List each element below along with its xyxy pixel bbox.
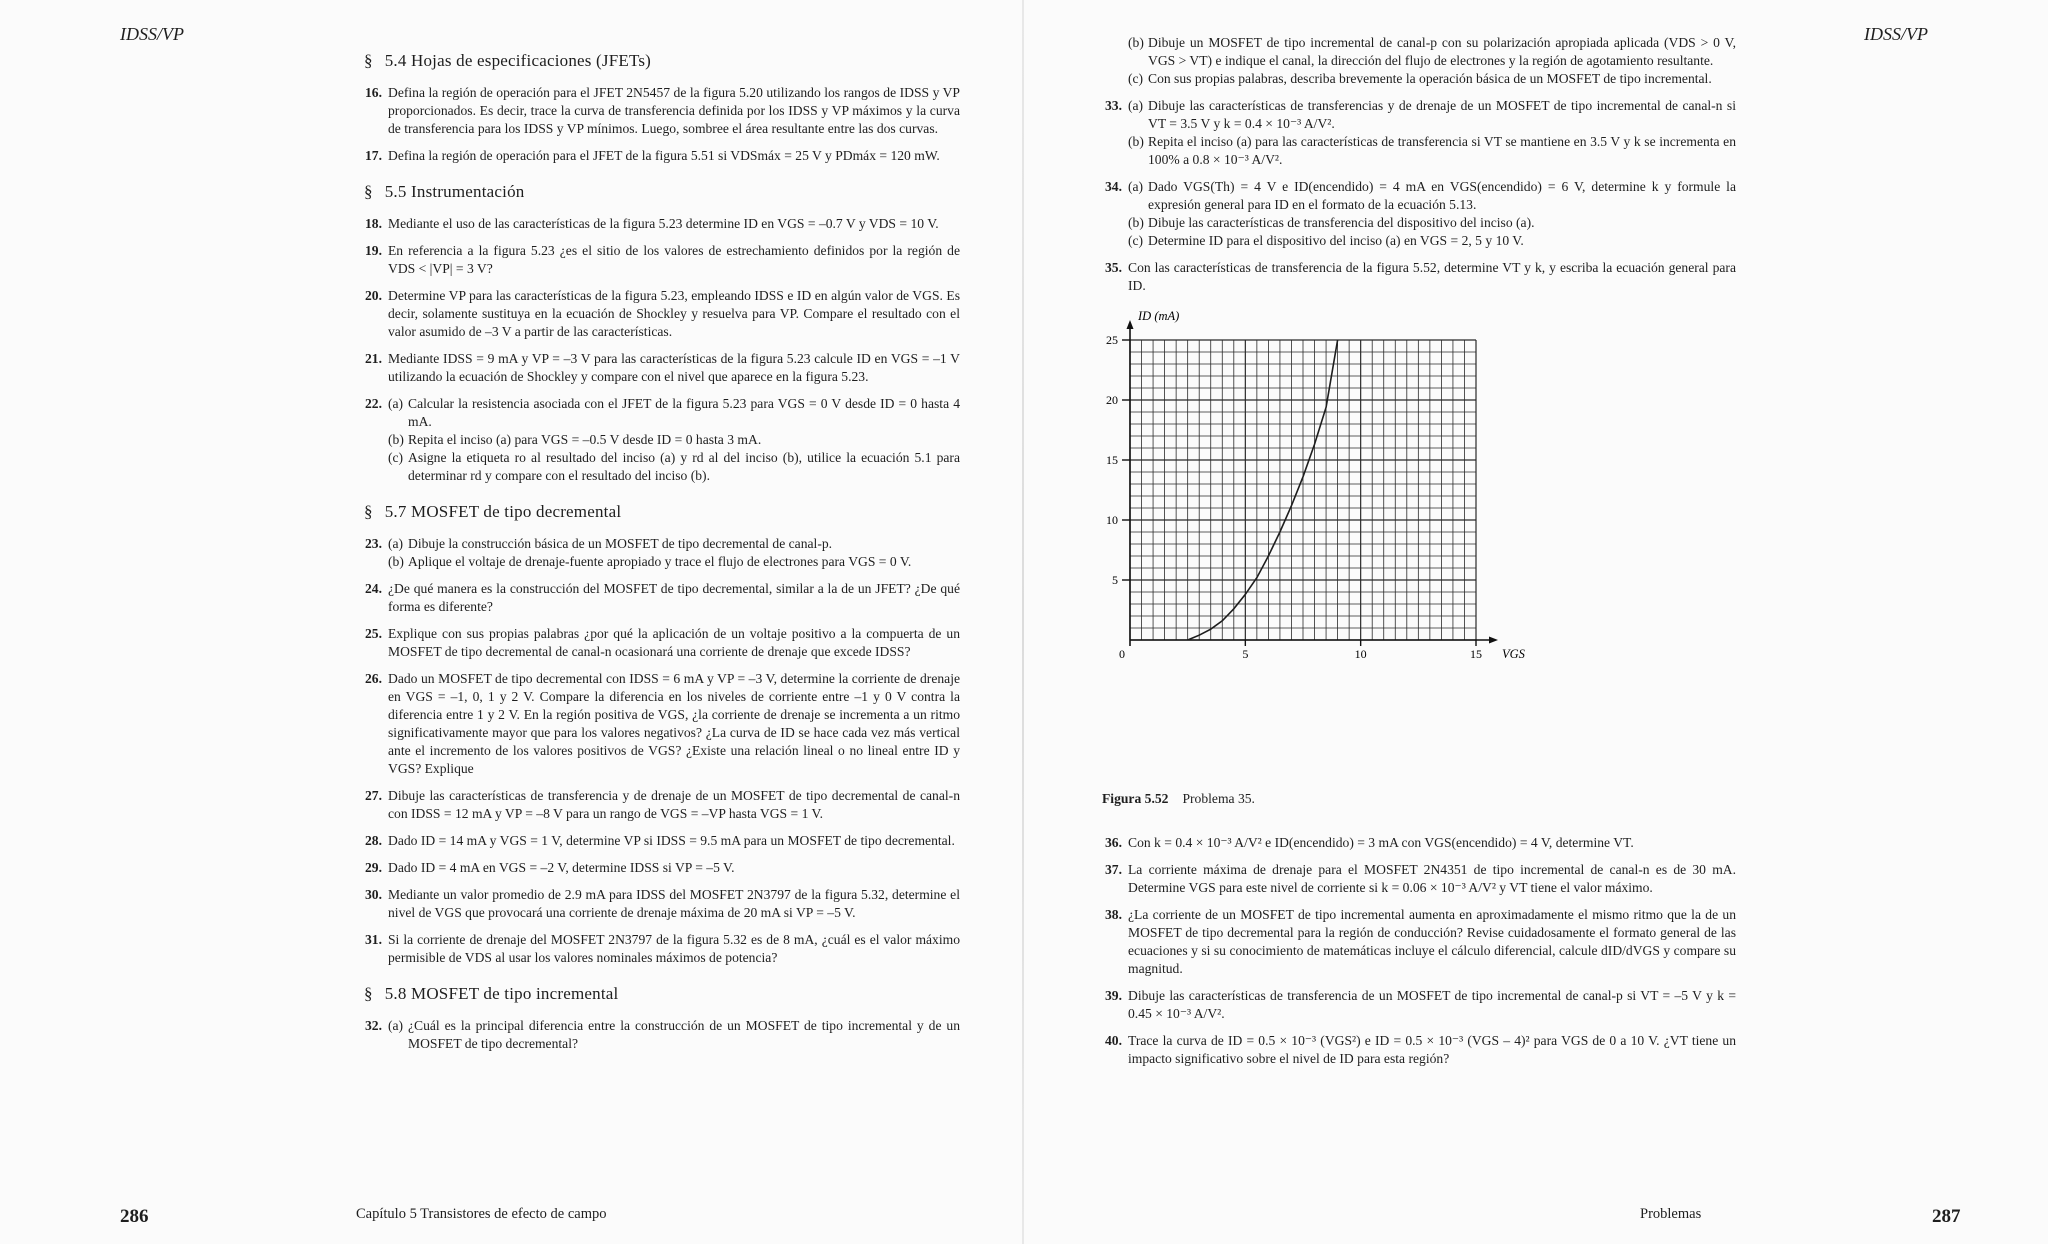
problem xyxy=(356,670,960,778)
problem xyxy=(1096,1032,1736,1068)
problem-number: 28. xyxy=(365,833,382,848)
problem-body: Mediante un valor promedio de 2.9 mA para IDSS del MOSFET 2N3797 de la figura 5.32, determine el nivel de VGS que provocará una corriente de drenaje máxima de 20 mA si VP = –5 V. xyxy=(388,887,960,920)
problems-top xyxy=(1096,34,1736,295)
problem-part xyxy=(1128,232,1736,250)
part-label: (a) xyxy=(388,1018,404,1033)
problem-number: 26. xyxy=(365,671,382,686)
footer-left: Capítulo 5 Transistores de efecto de campo xyxy=(356,1206,607,1222)
part-text: Repita el inciso (a) para VGS = –0.5 V desde ID = 0 hasta 3 mA. xyxy=(408,432,762,447)
problem-body: Dibuje las características de transferencia y de drenaje de un MOSFET de tipo decremental de canal-n con IDSS = 12 mA y VP = –8 V para un rango de VGS = –VP hasta VGS = 1 V. xyxy=(388,788,960,821)
y-tick-label: 5 xyxy=(1112,573,1118,587)
x-axis-label: VGS xyxy=(1502,647,1525,661)
figure-caption-label: Figura 5.52 xyxy=(1102,791,1169,806)
problem xyxy=(1096,178,1736,250)
problem-part xyxy=(1128,178,1736,214)
footer-right: Problemas xyxy=(1640,1206,1702,1222)
y-tick-label: 25 xyxy=(1106,333,1118,347)
section-symbol: § xyxy=(364,182,373,201)
part-label: (a) xyxy=(388,536,404,551)
y-tick-label: 10 xyxy=(1106,513,1118,527)
problem-number: 20. xyxy=(365,288,382,303)
problem-body: Dado un MOSFET de tipo decremental con IDSS = 6 mA y VP = –3 V, determine la corriente de drenaje en VGS = –1, 0, 1 y 2 V. Compare la diferencia en los niveles de corriente entre –1 y 0 V contra la diferencia entre 1 y 2 V. En la región positiva de VGS, ¿la corriente de drenaje se incrementa a un ritmo significativamente mayor que para los valores negativos? ¿La curva de ID se hace cada vez más vertical ante el incremento de los valores positivos de VGS? ¿Existe una relación lineal o no lineal entre ID y VGS? Explique xyxy=(388,671,960,776)
problem-body xyxy=(388,395,960,485)
part-label: (c) xyxy=(1128,71,1144,86)
problem xyxy=(356,84,960,138)
part-text: Dibuje un MOSFET de tipo incremental de canal-p con su polarización apropiada aplicada (VDS > 0 V, VGS > VT) e indique el canal, la dirección del flujo de electrones y la región de agotamiento resultante. xyxy=(1148,35,1736,68)
problem-number: 21. xyxy=(365,351,382,366)
problem-number: 39. xyxy=(1105,988,1122,1003)
problem-body: ¿La corriente de un MOSFET de tipo incremental aumenta en aproximadamente el mismo ritmo que la de un MOSFET de tipo decremental para la región de conducción? Revise cuidadosamente el formato general de las ecuaciones y si su conocimiento de matemáticas incluye el cálculo diferencial, calcule dID/dVGS y compare su magnitud. xyxy=(1128,907,1736,976)
problem-number: 22. xyxy=(365,396,382,411)
part-label: (b) xyxy=(1128,134,1144,149)
problem-body: Dado ID = 4 mA en VGS = –2 V, determine IDSS si VP = –5 V. xyxy=(388,860,735,875)
figure-caption xyxy=(1102,790,1736,808)
problem-body xyxy=(388,1017,960,1053)
problem-body xyxy=(388,535,960,571)
problem-part xyxy=(388,1017,960,1053)
problem xyxy=(1096,834,1736,852)
problem-number: 25. xyxy=(365,626,382,641)
problem-part xyxy=(1128,97,1736,133)
problem xyxy=(356,931,960,967)
right-column xyxy=(1096,34,1736,1077)
x-tick-label: 5 xyxy=(1242,647,1249,661)
problem xyxy=(356,215,960,233)
problem-body: ¿De qué manera es la construcción del MOSFET de tipo decremental, similar a la de un JFET? ¿De qué forma es diferente? xyxy=(388,581,960,614)
problem xyxy=(1096,906,1736,978)
part-label: (c) xyxy=(1128,233,1144,248)
problem-number: 27. xyxy=(365,788,382,803)
problem-number: 24. xyxy=(365,581,382,596)
section-heading xyxy=(364,985,960,1003)
problem-number: 36. xyxy=(1105,835,1122,850)
problem-body: Mediante el uso de las características de la figura 5.23 determine ID en VGS = –0.7 V y VDS = 10 V. xyxy=(388,216,939,231)
problem-part xyxy=(388,431,960,449)
part-label: (a) xyxy=(388,396,404,411)
problem xyxy=(356,147,960,165)
problem-part xyxy=(1128,214,1736,232)
problem xyxy=(1096,259,1736,295)
part-text: Repita el inciso (a) para las características de transferencia si VT se mantiene en 3.5 V y k se incrementa en 100% a 0.8 × 10⁻³ A/V². xyxy=(1148,134,1736,167)
problem-number: 34. xyxy=(1105,179,1122,194)
section-heading xyxy=(364,503,960,521)
y-axis-label: ID (mA) xyxy=(1138,309,1180,323)
part-text: Asigne la etiqueta ro al resultado del inciso (a) y rd al del inciso (b), utilice la ecuación 5.1 para determinar rd y compare con el resultado del inciso (b). xyxy=(408,450,960,483)
right-page xyxy=(1024,0,2048,1244)
part-label: (b) xyxy=(1128,35,1144,50)
problem-body: Con k = 0.4 × 10⁻³ A/V² e ID(encendido) = 3 mA con VGS(encendido) = 4 V, determine VT. xyxy=(1128,835,1634,850)
section-heading xyxy=(364,52,960,70)
problem-number: 40. xyxy=(1105,1033,1122,1048)
problem xyxy=(1096,97,1736,169)
problem-number: 29. xyxy=(365,860,382,875)
y-tick-label: 20 xyxy=(1106,393,1118,407)
transfer-chart xyxy=(1096,304,1696,784)
part-label: (a) xyxy=(1128,98,1144,113)
part-text: Dibuje las características de transferencias y de drenaje de un MOSFET de tipo incremental de canal-n si VT = 3.5 V y k = 0.4 × 10⁻³ A/V². xyxy=(1148,98,1736,131)
problem xyxy=(356,580,960,616)
problem-part xyxy=(388,395,960,431)
part-text: Determine ID para el dispositivo del inciso (a) en VGS = 2, 5 y 10 V. xyxy=(1148,233,1524,248)
problem xyxy=(356,886,960,922)
problem-body xyxy=(1128,178,1736,250)
problem-body xyxy=(1128,97,1736,169)
part-text: ¿Cuál es la principal diferencia entre la construcción de un MOSFET de tipo incremental y de un MOSFET de tipo decremental? xyxy=(408,1018,960,1051)
x-tick-label: 0 xyxy=(1119,647,1125,661)
problem-part xyxy=(388,535,960,553)
part-label: (c) xyxy=(388,450,404,465)
problem-part xyxy=(1128,34,1736,70)
problem xyxy=(1096,34,1736,88)
problem-body: Trace la curva de ID = 0.5 × 10⁻³ (VGS²) e ID = 0.5 × 10⁻³ (VGS – 4)² para VGS de 0 a 10 V. ¿VT tiene un impacto significativo sobre el nivel de ID para esta región? xyxy=(1128,1033,1736,1066)
problem-body: Dibuje las características de transferencia de un MOSFET de tipo incremental de canal-p si VT = –5 V y k = 0.45 × 10⁻³ A/V². xyxy=(1128,988,1736,1021)
part-text: Dibuje las características de transferencia del dispositivo del inciso (a). xyxy=(1148,215,1535,230)
problem-number: 37. xyxy=(1105,862,1122,877)
problem-body: Si la corriente de drenaje del MOSFET 2N3797 de la figura 5.32 es de 8 mA, ¿cuál es el valor máximo permisible de VDS al usar los valores nominales máximos de potencia? xyxy=(388,932,960,965)
part-label: (b) xyxy=(388,432,404,447)
part-label: (b) xyxy=(388,554,404,569)
problem xyxy=(1096,861,1736,897)
x-tick-label: 15 xyxy=(1470,647,1482,661)
problem-body xyxy=(1128,34,1736,88)
problem xyxy=(356,1017,960,1053)
part-text: Dado VGS(Th) = 4 V e ID(encendido) = 4 mA en VGS(encendido) = 6 V, determine k y formule la expresión general para ID en el formato de la ecuación 5.13. xyxy=(1148,179,1736,212)
part-text: Dibuje la construcción básica de un MOSFET de tipo decremental de canal-p. xyxy=(408,536,833,551)
problem-part xyxy=(1128,70,1736,88)
problem xyxy=(356,787,960,823)
problem-number: 38. xyxy=(1105,907,1122,922)
section-title: 5.8 MOSFET de tipo incremental xyxy=(384,984,619,1003)
problem-body: Defina la región de operación para el JFET de la figura 5.51 si VDSmáx = 25 V y PDmáx = 120 mW. xyxy=(388,148,940,163)
y-axis-arrow xyxy=(1127,320,1134,329)
part-text: Con sus propias palabras, describa brevemente la operación básica de un MOSFET de tipo incremental. xyxy=(1148,71,1712,86)
part-label: (b) xyxy=(1128,215,1144,230)
problem-number: 30. xyxy=(365,887,382,902)
problem-number: 19. xyxy=(365,243,382,258)
section-symbol: § xyxy=(364,502,373,521)
section-heading xyxy=(364,183,960,201)
problems-bottom xyxy=(1096,834,1736,1068)
problem xyxy=(356,242,960,278)
section-symbol: § xyxy=(364,51,373,70)
problem-part xyxy=(388,449,960,485)
y-tick-label: 15 xyxy=(1106,453,1118,467)
left-column xyxy=(356,34,960,1062)
problem-body: Dado ID = 14 mA y VGS = 1 V, determine VP si IDSS = 9.5 mA para un MOSFET de tipo decremental. xyxy=(388,833,955,848)
section-symbol: § xyxy=(364,984,373,1003)
problem-number: 23. xyxy=(365,536,382,551)
problem-part xyxy=(1128,133,1736,169)
problem xyxy=(1096,987,1736,1023)
problem-body: Con las características de transferencia de la figura 5.52, determine VT y k, y escriba la ecuación general para ID. xyxy=(1128,260,1736,293)
x-axis-arrow xyxy=(1489,637,1498,644)
problem-number: 32. xyxy=(365,1018,382,1033)
section-title: 5.5 Instrumentación xyxy=(384,182,525,201)
problem xyxy=(356,859,960,877)
problem xyxy=(356,350,960,386)
running-head-right: IDSS/VP xyxy=(1864,24,1928,44)
page-number-right: 287 xyxy=(1932,1206,1961,1227)
problem xyxy=(356,287,960,341)
problem-number xyxy=(1096,34,1128,88)
part-text: Aplique el voltaje de drenaje-fuente apropiado y trace el flujo de electrones para VGS = 0 V. xyxy=(408,554,912,569)
problem-part xyxy=(388,553,960,571)
part-text: Calcular la resistencia asociada con el JFET de la figura 5.23 para VGS = 0 V desde ID = 0 hasta 4 mA. xyxy=(408,396,960,429)
x-tick-label: 10 xyxy=(1354,647,1367,661)
problem-number: 35. xyxy=(1105,260,1122,275)
problem xyxy=(356,625,960,661)
section-title: 5.7 MOSFET de tipo decremental xyxy=(384,502,622,521)
problem xyxy=(356,395,960,485)
problem-body: En referencia a la figura 5.23 ¿es el sitio de los valores de estrechamiento definidos por la región de VDS < |VP| = 3 V? xyxy=(388,243,960,276)
problem-number: 16. xyxy=(365,85,382,100)
problem xyxy=(356,832,960,850)
problem-body: Mediante IDSS = 9 mA y VP = –3 V para las características de la figura 5.23 calcule ID en VGS = –1 V utilizando la ecuación de Shockley y compare con el nivel que aparece en la figura 5.23. xyxy=(388,351,960,384)
problem-body: Defina la región de operación para el JFET 2N5457 de la figura 5.20 utilizando los rangos de IDSS y VP proporcionados. Es decir, trace la curva de transferencia definida por los IDSS y VP máximos y la curva de transferencia para los IDSS y VP mínimos. Luego, sombree el área resultante entre las dos curvas. xyxy=(388,85,960,136)
problem-number: 18. xyxy=(365,216,382,231)
problem-number: 17. xyxy=(365,148,382,163)
problem-body: La corriente máxima de drenaje para el MOSFET 2N4351 de tipo incremental de canal-n es de 30 mA. Determine VGS para este nivel de corriente si k = 0.06 × 10⁻³ A/V² y VT tiene el valor máximo. xyxy=(1128,862,1736,895)
problem-body: Explique con sus propias palabras ¿por qué la aplicación de un voltaje positivo a la compuerta de un MOSFET de tipo decremental de canal-n ocasionará una corriente de drenaje que excede IDSS? xyxy=(388,626,960,659)
section-title: 5.4 Hojas de especificaciones (JFETs) xyxy=(384,51,652,70)
part-label: (a) xyxy=(1128,179,1144,194)
problem-body: Determine VP para las características de la figura 5.23, empleando IDSS e ID en algún valor de VGS. Es decir, solamente sustituya en la ecuación de Shockley y resuelva para VP. Compare el resultado con el valor asumido de –3 V a partir de las características. xyxy=(388,288,960,339)
problem-number: 33. xyxy=(1105,98,1122,113)
page-number-left: 286 xyxy=(120,1206,149,1227)
figure-caption-text: Problema 35. xyxy=(1182,791,1255,806)
figure-5-52 xyxy=(1096,304,1696,784)
running-head-left: IDSS/VP xyxy=(120,24,184,44)
problem-number: 31. xyxy=(365,932,382,947)
problem xyxy=(356,535,960,571)
transfer-curve xyxy=(1188,340,1338,640)
